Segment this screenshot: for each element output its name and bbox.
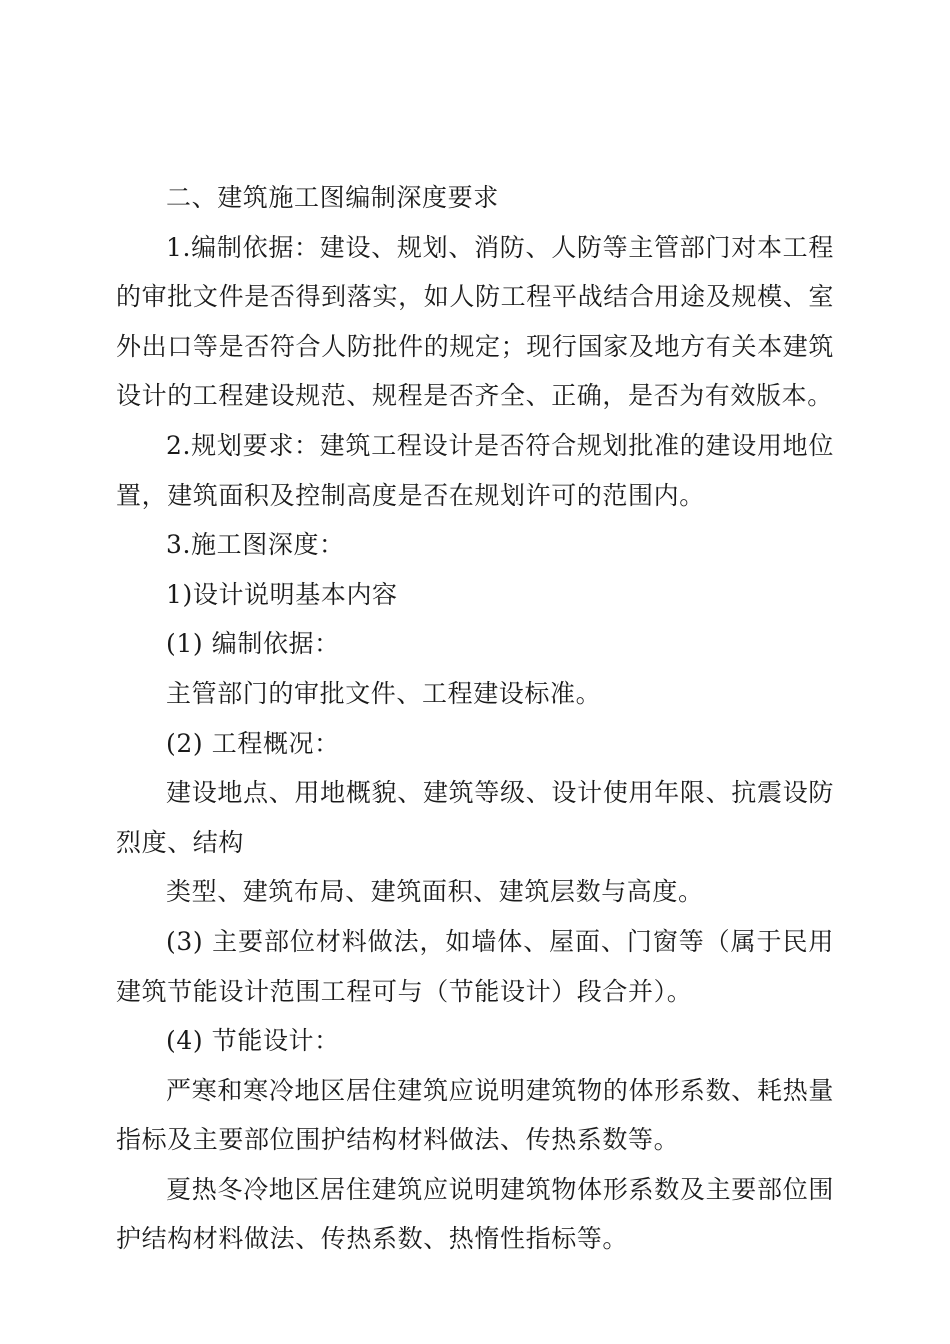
item-2-text-a: 建设地点、用地概貌、建筑等级、设计使用年限、抗震设防烈度、结构 <box>116 778 834 857</box>
paragraph-basis: 1.编制依据：建设、规划、消防、人防等主管部门对本工程的审批文件是否得到落实，如人防工程平战结合用途及规模、室外出口等是否符合人防批件的规定；现行国家及地方有关本建筑设计的工程建设规范、规程是否齐全、正确，是否为有效版本。 <box>116 232 834 411</box>
document-body <box>116 173 834 1264</box>
paragraph-depth-heading: 3.施工图深度： <box>166 530 345 560</box>
item-2-heading: (2) 工程概况： <box>166 728 340 758</box>
item-4-text-cold: 严寒和寒冷地区居住建筑应说明建筑物的体形系数、耗热量指标及主要部位围护结构材料做法、传热系数等。 <box>116 1075 834 1155</box>
item-1-text: 主管部门的审批文件、工程建设标准。 <box>166 678 602 708</box>
paragraph-design-notes-heading: 1)设计说明基本内容 <box>166 579 398 609</box>
paragraph-planning: 2.规划要求：建筑工程设计是否符合规划批准的建设用地位置，建筑面积及控制高度是否在规划许可的范围内。 <box>116 430 834 510</box>
section-heading: 二、建筑施工图编制深度要求 <box>166 183 499 212</box>
item-1-heading: (1) 编制依据： <box>166 629 340 659</box>
item-3-text: (3) 主要部位材料做法，如墙体、屋面、门窗等（属于民用建筑节能设计范围工程可与（节能设计）段合并）。 <box>116 926 834 1006</box>
item-4-text-hot-summer: 夏热冬冷地区居住建筑应说明建筑物体形系数及主要部位围护结构材料做法、传热系数、热惰性指标等。 <box>116 1174 834 1254</box>
item-4-heading: (4) 节能设计： <box>166 1026 340 1056</box>
item-2-text-b: 类型、建筑布局、建筑面积、建筑层数与高度。 <box>166 877 704 907</box>
